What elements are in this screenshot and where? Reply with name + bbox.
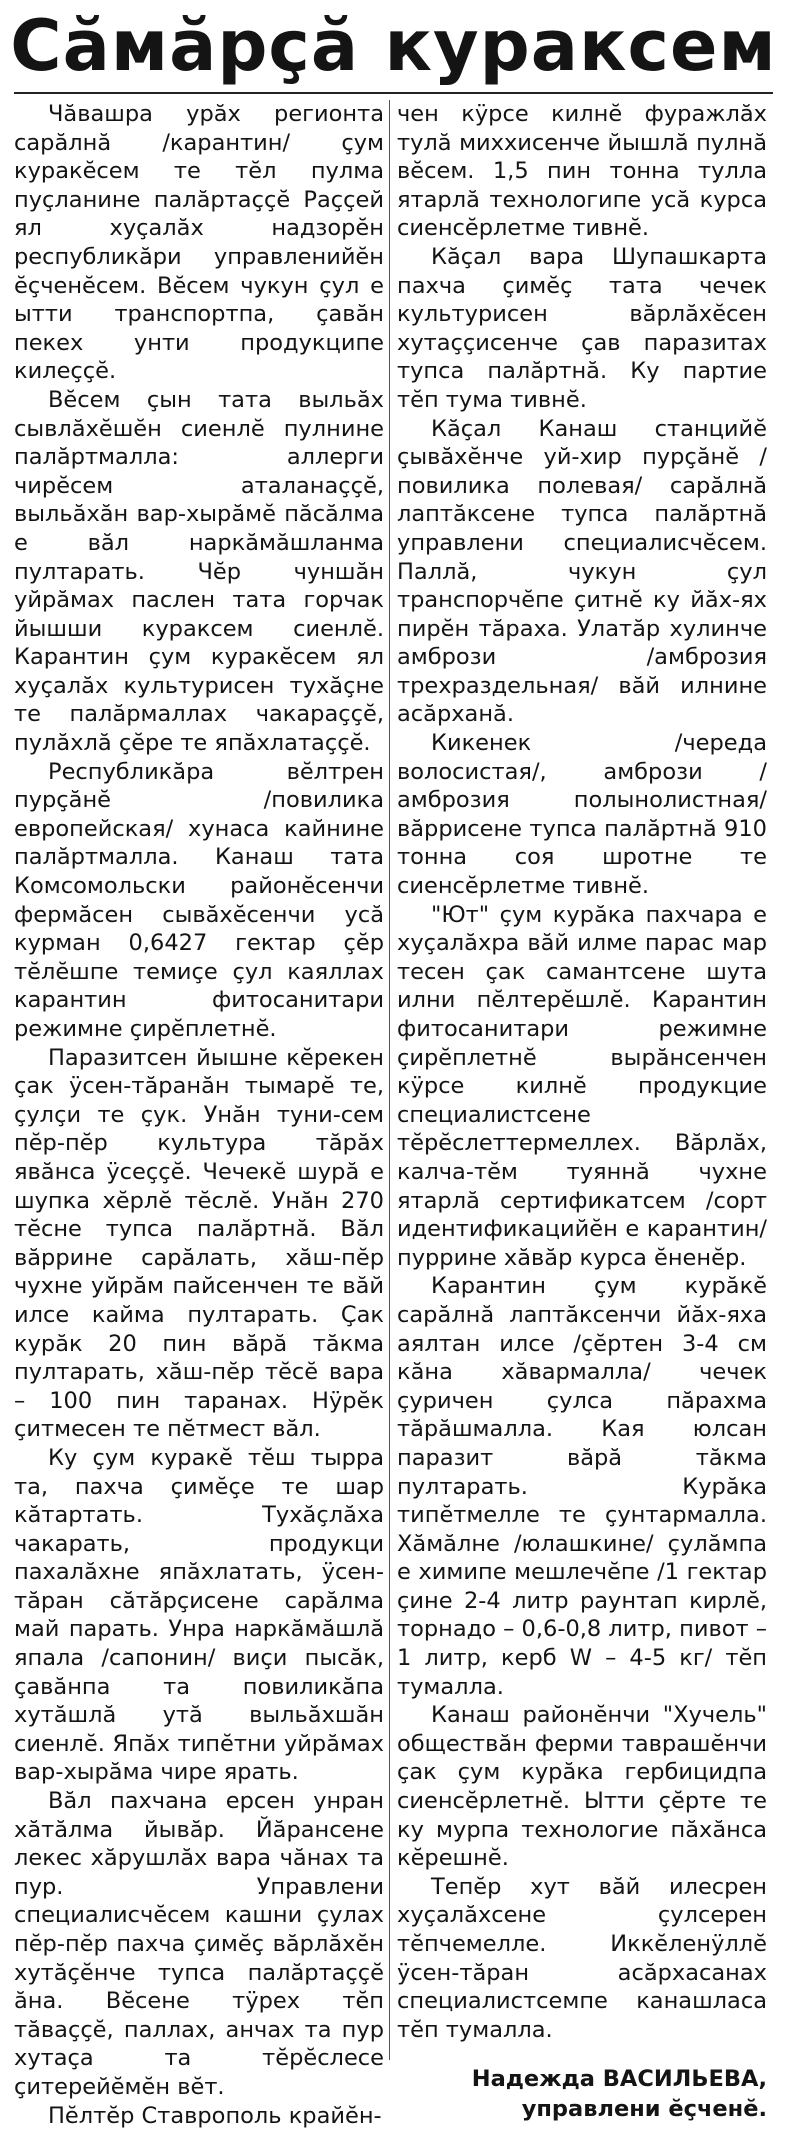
headline-rule <box>14 92 773 94</box>
paragraph: Пĕлтĕр Ставрополь крайĕн- <box>48 2102 382 2129</box>
left-column <box>14 100 384 2129</box>
paragraph: Паразитсен йышне кĕрекен çак ÿсен-тăранăн тымарĕ те, çулçи те çук. Унăн туни-сем пĕр-пĕр культура тăрăх явăнса ÿсеççĕ. Чечекĕ шурă е шупка хĕрлĕ тĕслĕ. Унăн 270 тĕсне тупса палăртнă. Вăл вăррине сарăлать, хăш-пĕр чухне уйрăм пайсенчен те вăй илсе кайма пултарать. Çак курăк 20 пин вăрă тăкма пултарать, хăш-пĕр тĕсĕ вара – 100 пин таранах. Нÿрĕк çитмесен те пĕтмест вăл. <box>14 1044 384 1443</box>
paragraph: Республикăра вĕлтрен пурçăнĕ /повилика европейская/ хунаса кайнине палăртмалла. Канаш тата Комсомольски районĕсенчи фермăсен сывăхĕсенчи усă курман 0,6427 гектар çĕр тĕлĕшпе темиçе çул каяллах карантин фитосанитари режимне çирĕплетнĕ. <box>14 758 384 1042</box>
paragraph: Канаш районĕнчи "Хучель" обществăн ферми таврашĕнчи çак çум курăка гербицидпа сиенсĕрлетнĕ. Ытти çĕрте те ку мурпа технологие пăхăнса кĕрешнĕ. <box>397 1702 767 1872</box>
paragraph: "Ют" çум курăка пахчара е хуçалăхра вăй илме парас мар тесен çак самантсене шута илни пĕлтерĕшлĕ. Карантин фитосанитари режимне çирĕплетнĕ вырăнсенчен кÿрсе килнĕ продукцие специалистсене тĕрĕслеттермеллех. Вăрлăх, калча-тĕм туяннă чухне ятарлă сертификатсем /сорт идентификацийĕн е карантин/ пуррине хăвăр курса ĕненĕр. <box>397 901 767 1271</box>
paragraph: чен кÿрсе килнĕ фуражлăх тулă миххисенче йышлă пулнă вĕсем. 1,5 пин тонна тулла ятарлă технологипе усă курса сиенсĕрлетме тивнĕ. <box>397 101 767 242</box>
paragraph: Чăвашра урăх регионта сарăлнă /карантин/ çум куракĕсем те тĕл пулма пуçланине палăртаççĕ Раççей ял хуçалăх надзорĕн республикăри управленийĕн ĕçченĕсем. Вĕсем чукун çул е ытти транспортпа, çавăн пекех унти продукципе килеççĕ. <box>14 101 384 385</box>
column-divider <box>389 100 390 2060</box>
right-column <box>397 100 767 2123</box>
paragraph: Кăçал вара Шупашкарта пахча çимĕç тата чечек культурисен вăрлăхĕсен хутаççисенче çав паразитах тупса палăртнă. Ку партие тĕп тума тивнĕ. <box>397 243 767 413</box>
author-name: Надежда ВАСИЛЬЕВА, <box>471 2066 767 2093</box>
paragraph: Тепĕр хут вăй илесрен хуçалăхсене çулсерен тĕпчемелле. Иккĕленÿллĕ ÿсен-тăран асăрхасанах специалистсемпе канашласа тĕп тумалла. <box>397 1873 767 2043</box>
paragraph: Вĕсем çын тата выльăх сывлăхĕшĕн сиенлĕ пулнине палăртмалла: аллерги чирĕсем аталанаççĕ, выльăхăн вар-хырăмĕ пăсăлма е вăл наркăмăшланма пултарать. Чĕр чуншăн уйрăмах паслен тата горчак йышши куракcем сиенлĕ. Карантин çум куракĕсем ял хуçалăх культурисен тухăçне те палăрмаллах чакараççĕ, пулăхлă çĕре те япăхлатаççĕ. <box>14 386 384 757</box>
paragraph: Кăçал Канаш станцийĕ çывăхĕнче уй-хир пурçăнĕ /повилика полевая/ сарăлнă лаптăксене тупса палăртнă управлени специалисчĕсем. Паллă, чукун çул транспорчĕпе çитнĕ ку йăх-ях пирĕн тăраха. Улатăр хулинче амбрози /амброзия трехраздельная/ вăй илнине асăрханă. <box>397 415 767 728</box>
paragraph: Ку çум куракĕ тĕш тырра та, пахча çимĕçе те шар кăтартать. Тухăçлăха чакарать, продукци пахалăхне япăхлатать, ÿсен-тăран сăтăрçисене сарăлма май парать. Унра наркăмăшлă япала /сапонин/ виçи пысăк, çавăнпа та повиликăпа хутăшлă утă выльăхшăн сиенлĕ. Япăх типĕтни уйрăмах вар-хырăма чире ярать. <box>14 1444 384 1786</box>
article-headline: Сăмăрçă куракcем <box>10 5 777 87</box>
author-signature <box>397 2064 767 2124</box>
paragraph: Кикенек /череда волосистая/, амбрози /амброзия полынолистная/ вăррисене тупса палăртнă 910 тонна соя шротне те сиенсĕрлетме тивнĕ. <box>397 730 767 900</box>
paragraph: Вăл пахчана ерсен унран хăтăлма йывăр. Йăрансене лекес хăрушлăх вара чăнах та пур. Управлени специалисчĕсем кашни çулах пĕр-пĕр пахча çимĕç вăрлăхĕн хутăçĕнче тупса палăртаççĕ ăна. Вĕсене тÿрех тĕп тăваççĕ, паллах, анчах та пур хутаçа та тĕрĕслесе çитерейĕмĕн вĕт. <box>14 1788 384 2100</box>
paragraph: Карантин çум курăкĕ сарăлнă лаптăксенчи йăх-яха аялтан илсе /çĕртен 3-4 см кăна хăвармалла/ чечек çуричен çулса пăрахма тăрăшмалла. Кая юлсан паразит вăрă тăкма пултарать. Курăка типĕтмелле те çунтармалла. Хăмăлне /юлашкине/ çулăмпа е химипе мешлечĕпе /1 гектар çине 2-4 литр раунтап кирлĕ, торнадо – 0,6-0,8 литр, пивот – 1 литр, керб W – 4-5 кг/ тĕп тумалла. <box>397 1273 767 1700</box>
author-position: управлени ĕçченĕ. <box>521 2096 767 2123</box>
